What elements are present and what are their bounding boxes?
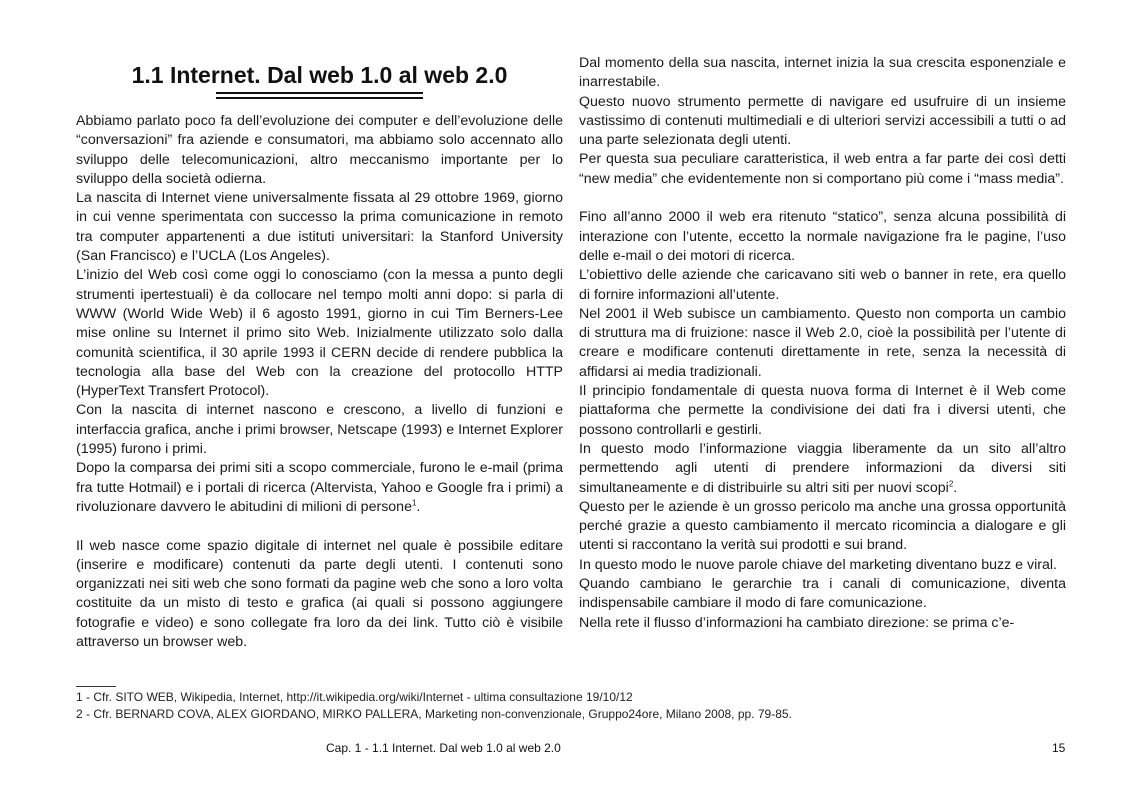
paragraph-text: Dopo la comparsa dei primi siti a scopo commerciale, furono le e-mail (prima fra tutte Hotmail) e i portali di ricerca (Altervista, Yahoo e Google fra i primi) a rivoluzionare davvero le abitudini di milioni di persone — [76, 460, 563, 515]
left-column — [76, 112, 563, 652]
page-number: 15 — [1052, 741, 1066, 755]
section-heading — [76, 60, 563, 102]
paragraph: Per questa sua peculiare caratteristica, il web entra a far parte dei così detti “new media” che evidentemente non si comportano più come i “mass media”. — [579, 151, 1066, 187]
paragraph: Il web nasce come spazio digitale di internet nel quale è possibile editare (inserire e modificare) contenuti da parte degli utenti. I contenuti sono organizzati nei siti web che sono formati da pagine web che sono a loro volta costituite da un misto di testo e grafica (ai quali si possono aggiungere fotografie e video) e sono collegate fra loro da dei link. Tutto ciò è visibile attraverso un browser web. — [76, 537, 563, 651]
paragraph: In questo modo le nuove parole chiave del marketing diventano buzz e viral. — [579, 556, 1057, 573]
paragraph: Questo nuovo strumento permette di navigare ed usufruire di un insieme vastissimo di contenuti multimediali e di ulteriori servizi accessibili a tutti o ad una parte selezionata degli utenti. — [579, 93, 1066, 149]
paragraph-text: In questo modo l’informazione viaggia liberamente da un sito all’altro permettendo agli utenti di prendere informazioni da diversi siti simultaneamente e di distribuirle su altri siti per nuovi scopi — [579, 440, 1066, 496]
paragraph-spacer — [579, 189, 1066, 208]
paragraph: Fino all’anno 2000 il web era ritenuto “statico”, senza alcuna possibilità di interazione con l’utente, eccetto la normale navigazione fra le pagine, l’uso delle e-mail o dei motori di ricerca. — [579, 209, 1066, 264]
paragraph: Con la nascita di internet nascono e crescono, a livello di funzioni e interfaccia grafica, anche i primi browser, Netscape (1993) e Internet Explorer (1995) furono i primi. — [76, 402, 563, 458]
paragraph: Quando cambiano le gerarchie tra i canali di comunicazione, diventa indispensabile cambiare il modo di fare comunicazione. — [579, 576, 1066, 612]
paragraph: Nel 2001 il Web subisce un cambiamento. Questo non comporta un cambio di struttura ma di fruizione: nasce il Web 2.0, cioè la possibilità per l’utente di creare e modificare contenuti direttamente in rete, senza la necessità di affidarsi ai media tradizionali. — [579, 305, 1066, 380]
footnote-reference[interactable]: 1 — [411, 498, 417, 508]
underline-rule — [216, 97, 423, 99]
paragraph: Abbiamo parlato poco fa dell’evoluzione dei computer e dell’evoluzione delle “conversazioni” fra aziende e consumatori, ma abbiamo solo accennato allo sviluppo delle telecomunicazioni, altro meccanismo importante per lo sviluppo della società odierna. — [76, 113, 563, 187]
paragraph: In questo modo l’informazione viaggia liberamente da un sito all’altro permettendo agli utenti di prendere informazioni da diversi siti simultaneamente e di distribuirle su altri siti per nuovi scopi$^2$. — [579, 440, 1066, 496]
title-double-underline — [216, 92, 423, 99]
underline-rule — [216, 92, 423, 94]
paragraph: Questo per le aziende è un grosso pericolo ma anche una grossa opportunità perché grazie a questo cambiamento il mercato ricomincia a dialogare e gli utenti si raccontano la verità sui prodotti e sui brand. — [579, 498, 1066, 554]
paragraph: Dopo la comparsa dei primi siti a scopo commerciale, furono le e-mail (prima fra tutte Hotmail) e i portali di ricerca (Altervista, Yahoo e Google fra i primi) a rivoluzionare davvero le abitudini di milioni di persone$^1$. — [76, 460, 563, 515]
running-footer: Cap. 1 - 1.1 Internet. Dal web 1.0 al web 2.0 — [326, 741, 561, 755]
paragraph: L’obiettivo delle aziende che caricavano siti web o banner in rete, era quello di fornire informazioni all’utente. — [579, 267, 1066, 303]
paragraph: La nascita di Internet viene universalmente fissata al 29 ottobre 1969, giorno in cui venne sperimentata con successo la prima comunicazione in remoto tra computer appartenenti a due istituti universitari: la Stanford University (San Francisco) e l’UCLA (Los Angeles). — [76, 190, 563, 265]
paragraph: Il principio fondamentale di questa nuova forma di Internet è il Web come piattaforma che permette la condivisione dei dati fra i diversi utenti, che possono controllarli e gestirli. — [579, 383, 1066, 438]
footnote-1: 1 - Cfr. SITO WEB, Wikipedia, Internet, http://it.wikipedia.org/wiki/Internet - ultima consultazione 19/10/12 — [76, 690, 633, 704]
paragraph: Dal momento della sua nascita, internet inizia la sua crescita esponenziale e inarrestabile. — [579, 55, 1066, 91]
footnote-separator — [76, 686, 116, 687]
paragraph: L’inizio del Web così come oggi lo conosciamo (con la messa a punto degli strumenti ipertestuali) è da collocare nel tempo molti anni dopo: si parla di WWW (World Wide Web) il 6 agosto 1991, giorno in cui Tim Berners-Lee mise online su Internet il primo sito Web. Inizialmente utilizzato solo dalla comunità scientifica, il 30 aprile 1993 il CERN decide di rendere pubblica la tecnologia alla base del Web con la creazione del protocollo HTTP (HyperText Transfert Protocol). — [76, 267, 563, 400]
footnote-reference[interactable]: 2 — [948, 478, 954, 488]
footnote-2: 2 - Cfr. BERNARD COVA, ALEX GIORDANO, MIRKO PALLERA, Marketing non-convenzionale, Gruppo24ore, Milano 2008, pp. 79-85. — [76, 707, 792, 721]
paragraph: Nella rete il flusso d’informazioni ha cambiato direzione: se prima c’e- — [579, 614, 1015, 631]
page-title: 1.1 Internet. Dal web 1.0 al web 2.0 — [131, 62, 508, 88]
right-column — [579, 54, 1066, 633]
paragraph-spacer — [76, 517, 563, 536]
